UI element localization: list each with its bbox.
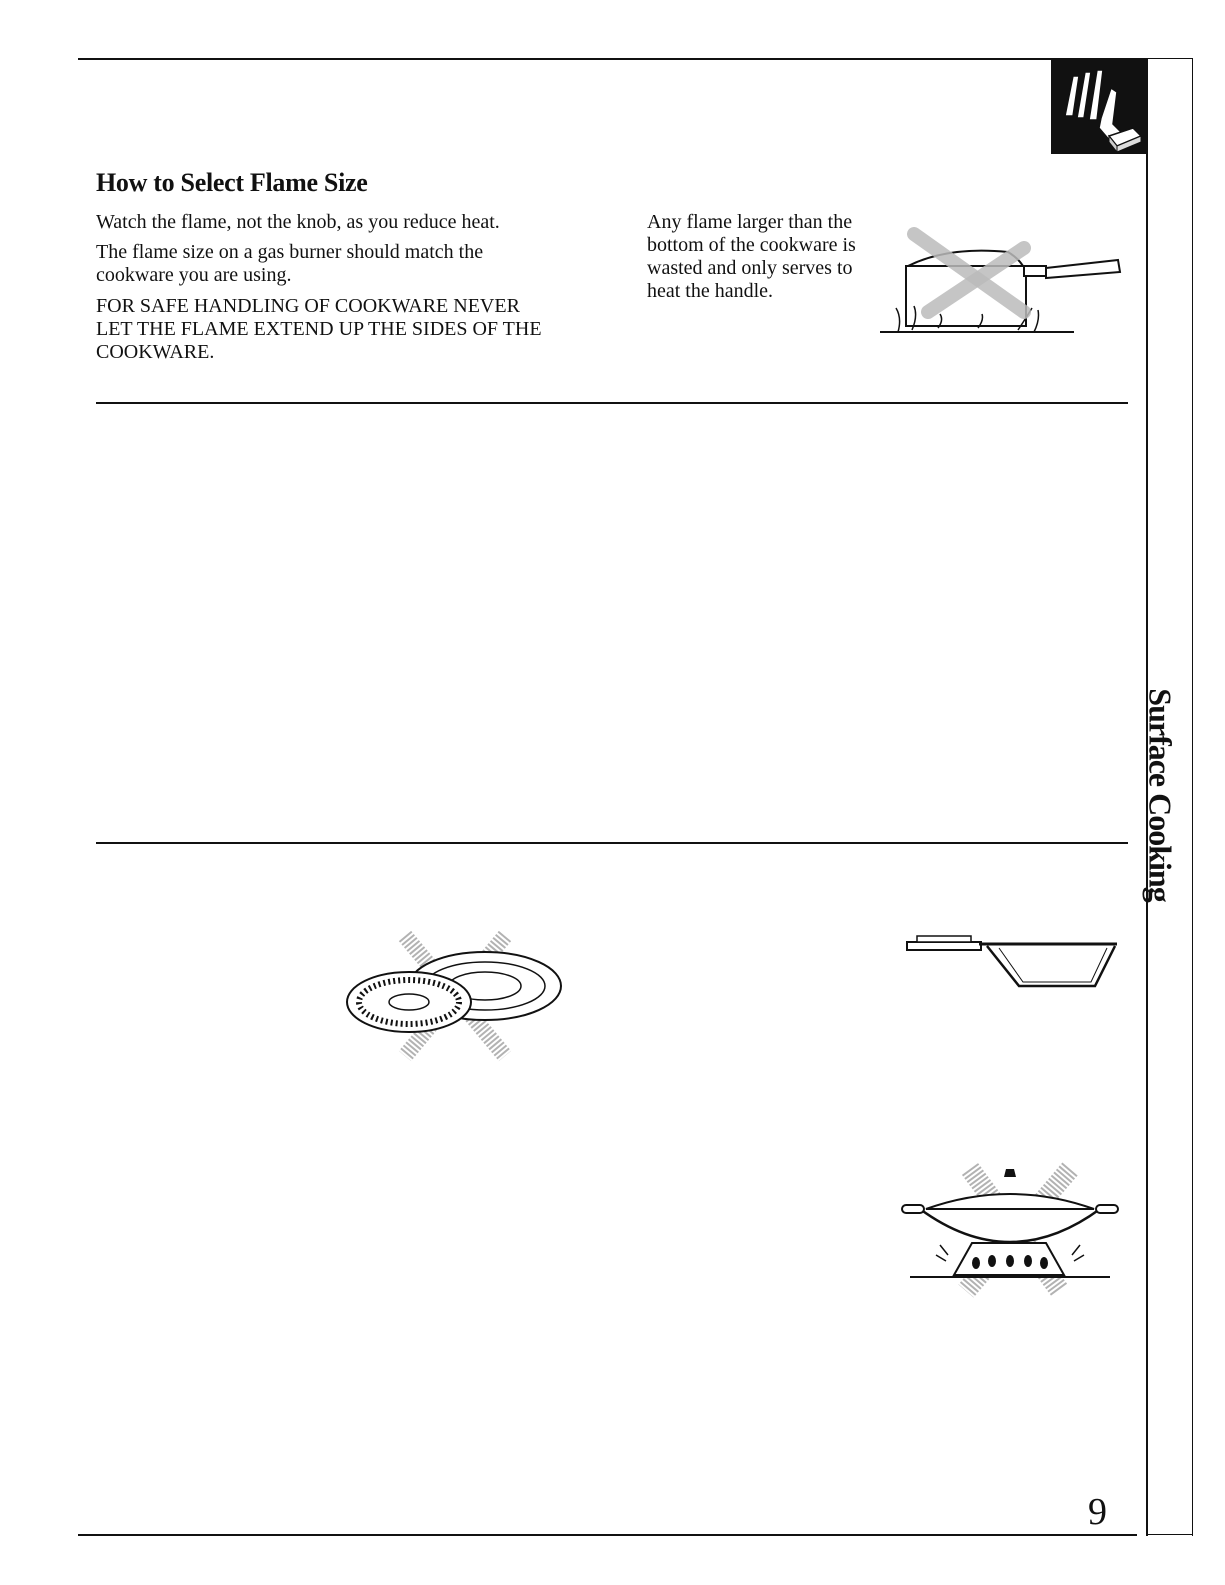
top-rule (78, 58, 1137, 60)
flat-bottom-pan-icon (905, 928, 1135, 998)
bottom-rule (78, 1534, 1137, 1536)
section-divider-1 (96, 402, 1128, 404)
pot-oversized-flame-icon (878, 228, 1128, 338)
burner-grate-crossed-icon (345, 930, 585, 1070)
paragraph-aside-flame-waste: Any flame larger than the bottom of the cookware is wasted and only serves to heat the handle. (647, 211, 856, 302)
sidebar-section-label: Surface Cooking (1142, 688, 1179, 902)
paragraph-flame-match: The flame size on a gas burner should match the cookware you are using. (96, 241, 484, 286)
sidebar-bottom-line (1146, 1534, 1193, 1535)
section-divider-2 (96, 842, 1128, 844)
paragraph-watch-flame: Watch the flame, not the knob, as you reduce heat. (96, 211, 500, 233)
sidebar-top-line (1146, 58, 1193, 59)
paragraph-safety-warning: FOR SAFE HANDLING OF COOKWARE NEVER LET THE FLAME EXTEND UP THE SIDES OF THE COOKWARE. (96, 295, 542, 363)
section-title: How to Select Flame Size (96, 168, 368, 197)
page-number: 9 (1088, 1491, 1107, 1533)
hand-pressing-button-icon (1051, 58, 1146, 154)
sidebar-right-line (1192, 58, 1193, 1536)
corner-tab (1051, 58, 1146, 154)
wok-on-ring-crossed-icon (900, 1165, 1130, 1315)
